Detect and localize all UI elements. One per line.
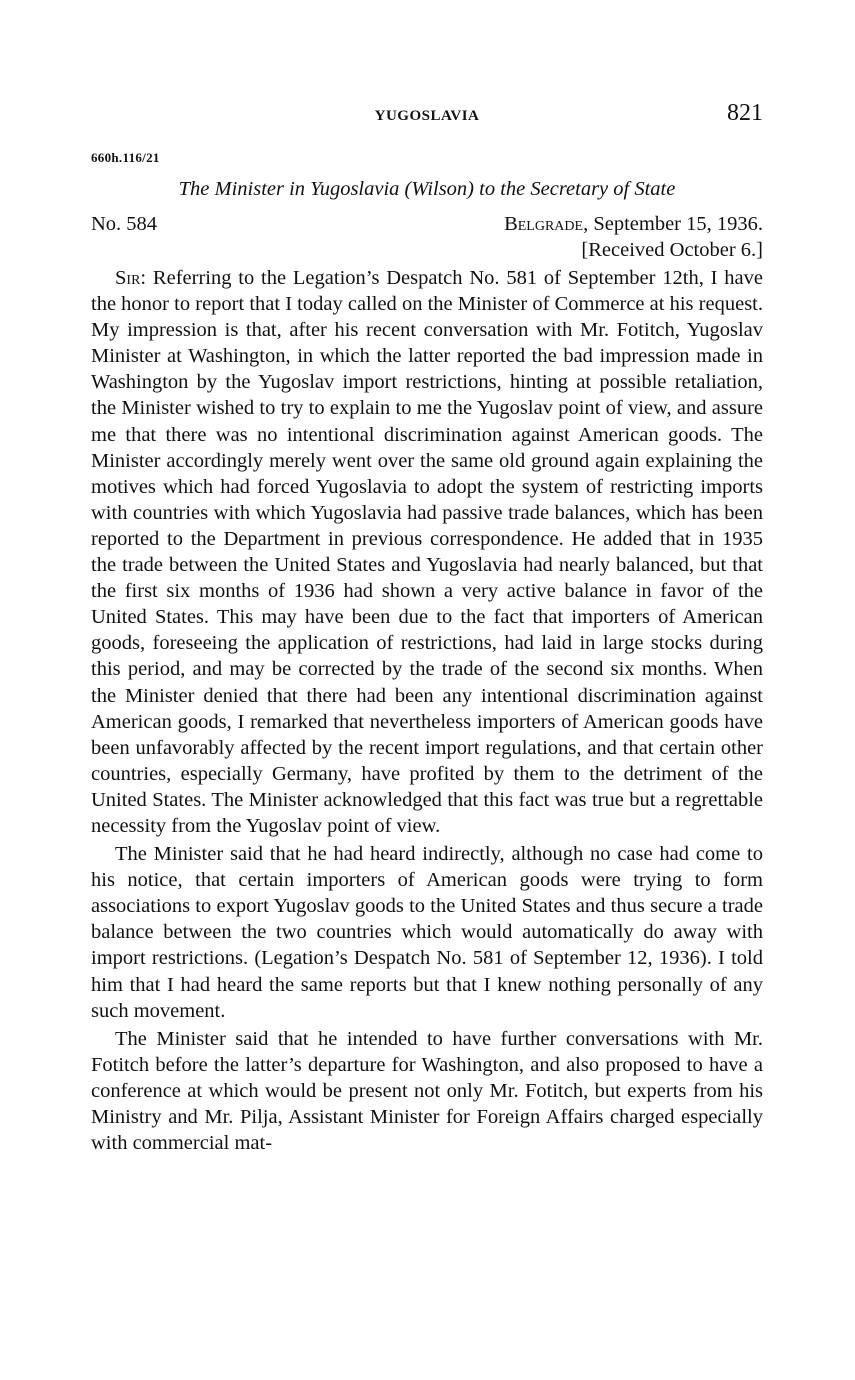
date: September 15, 1936. bbox=[593, 213, 763, 235]
paragraph-text: Referring to the Legation’s Despatch No. 581 of September 12th, I have the honor to report that I today called on the Minister of Commerce at his request. My impression is that, after his recent conversation with Mr. Fotitch, Yugoslav Minister at Washington, in which the latter reported the bad impression made in Washington by the Yugoslav import restrictions, hinting at possible retaliation, the Minister wished to try to explain to me the Yugoslav point of view, and assure me that there was no intentional discrimination against American goods. The Minister accordingly merely went over the same old ground again explaining the motives which had forced Yugoslavia to adopt the system of restricting imports with countries with which Yugoslavia had passive trade balances, which has been reported to the Department in previous correspondence. He added that in 1935 the trade between the United States and Yugoslavia had nearly balanced, but that the first six months of 1936 had shown a very active balance in favor of the United States. This may have been due to the fact that importers of American goods, foreseeing the application of restrictions, had laid in large stocks during this period, and may be corrected by the trade of the second six months. When the Minister denied that there had been any intentional discrimination against American goods, I remarked that nevertheless importers of American goods have been unfavorably affected by the recent import regulations, and that certain other countries, especially Germany, have profited by them to the detriment of the United States. The Minister acknowledged that this fact was true but a regrettable necessity from the Yugoslav point of view. bbox=[91, 267, 763, 837]
running-title: YUGOSLAVIA bbox=[374, 108, 480, 124]
page-number: 821 bbox=[727, 100, 763, 126]
salutation: Sir: bbox=[115, 267, 147, 289]
place: Belgrade, bbox=[504, 213, 589, 235]
running-head bbox=[91, 100, 763, 134]
place-date bbox=[504, 213, 763, 236]
paragraph: The Minister said that he had heard indirectly, although no case had come to his notice, that certain importers of American goods were trying to form associations to export Yugoslav goods to the United States and thus secure a trade balance between the two countries which would automatically do away with import restrictions. (Legation’s Despatch No. 581 of September 12, 1936). I told him that I had heard the same reports but that I knew nothing personally of any such movement. bbox=[91, 843, 763, 1022]
dateline bbox=[91, 213, 763, 265]
body-text bbox=[91, 265, 763, 1156]
document-page bbox=[91, 100, 763, 1156]
received-date: [Received October 6.] bbox=[581, 239, 763, 261]
document-heading: The Minister in Yugoslavia (Wilson) to the Secretary of State bbox=[178, 178, 676, 200]
despatch-number: No. 584 bbox=[91, 213, 158, 235]
file-number: 660h.116/21 bbox=[91, 150, 160, 165]
paragraph bbox=[91, 265, 763, 839]
paragraph: The Minister said that he intended to have further conversations with Mr. Fotitch before the latter’s departure for Washington, and also proposed to have a conference at which would be present not only Mr. Fotitch, but experts from his Ministry and Mr. Pilja, Assistant Minister for Foreign Affairs charged especially with commercial mat- bbox=[91, 1027, 763, 1155]
